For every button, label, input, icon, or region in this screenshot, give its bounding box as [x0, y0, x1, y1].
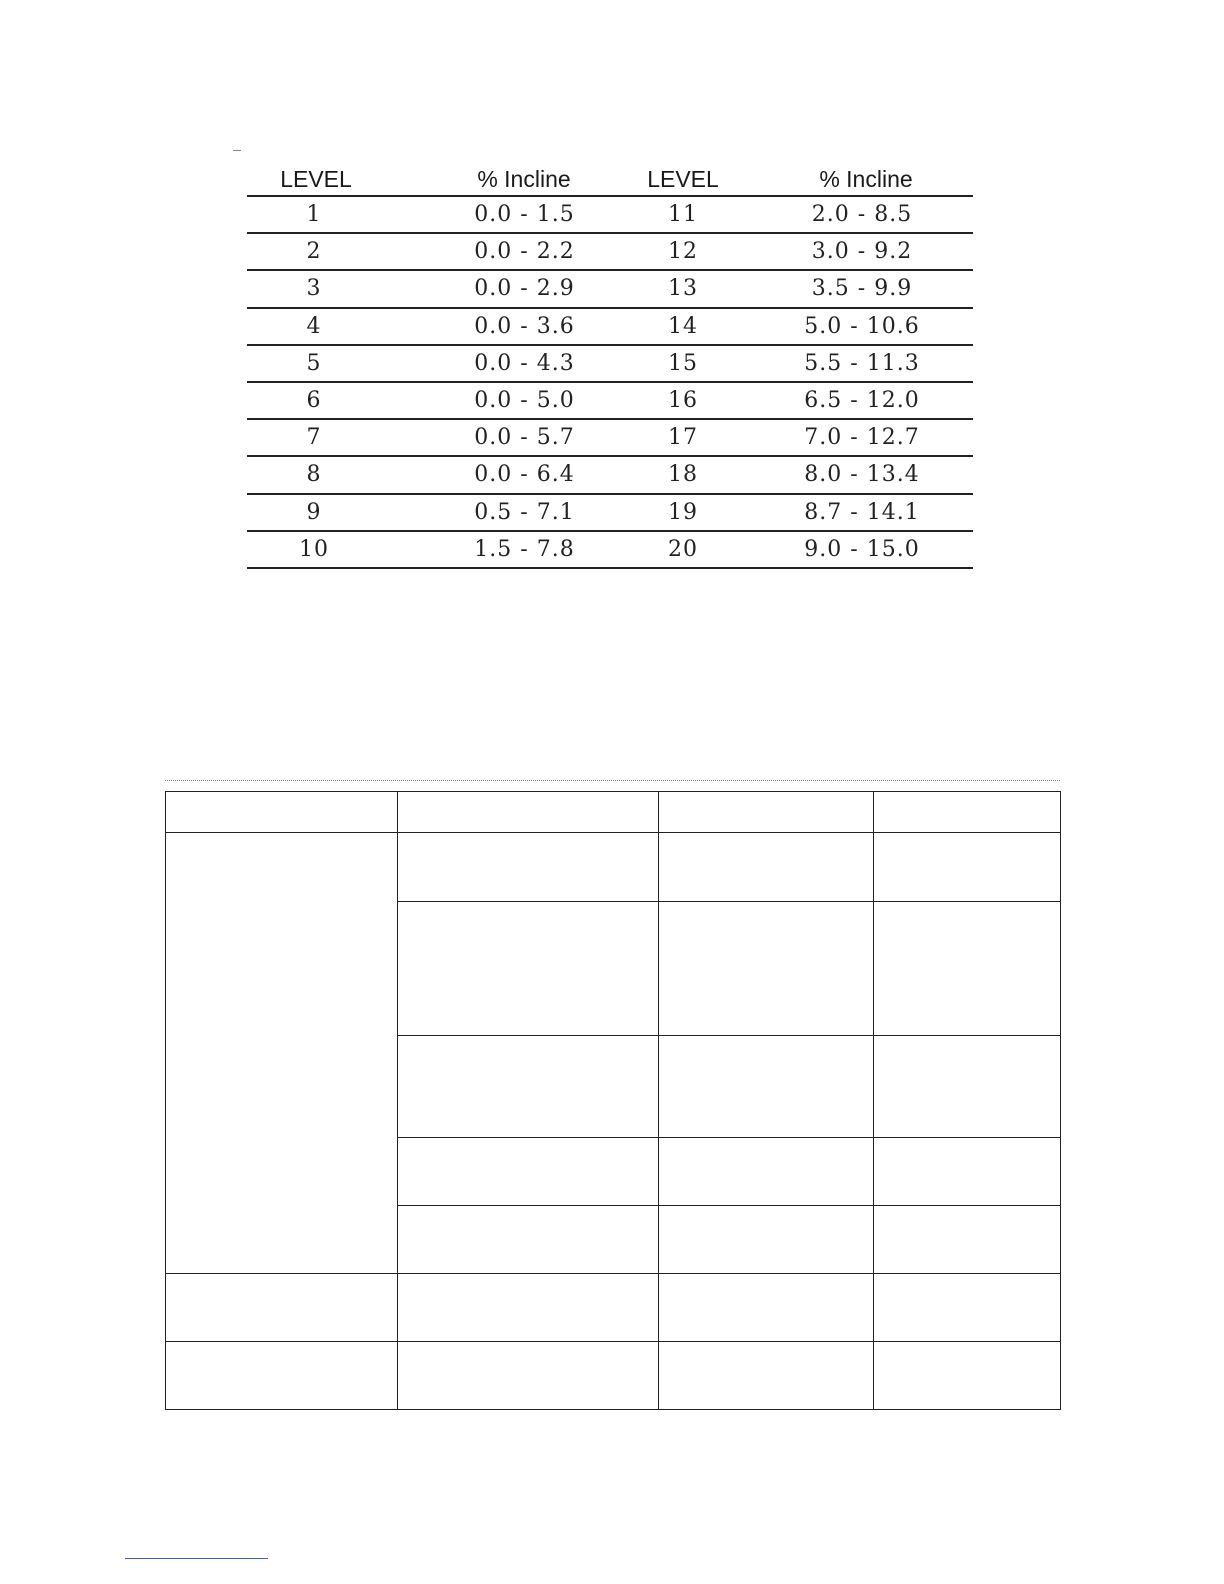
grid-cell	[874, 833, 1061, 902]
grid-cell	[874, 1138, 1061, 1206]
grid-cell	[874, 792, 1061, 833]
incline-range-cell: 1.5 - 7.8	[474, 536, 575, 562]
level-cell: 19	[668, 499, 698, 525]
grid-row	[166, 1274, 1061, 1342]
grid-cell	[874, 1206, 1061, 1274]
level-cell: 4	[306, 313, 322, 339]
grid-cell	[398, 833, 659, 902]
incline-table-row	[247, 383, 973, 420]
incline-table-row	[247, 457, 973, 494]
incline-range-cell: 0.0 - 5.0	[474, 388, 575, 414]
empty-grid-table	[165, 791, 1061, 1410]
grid-cell	[659, 1036, 874, 1138]
incline-range-cell: 8.7 - 14.1	[804, 499, 920, 525]
incline-range-cell: 5.0 - 10.6	[804, 313, 920, 339]
level-cell: 8	[306, 462, 322, 488]
grid-cell	[659, 1206, 874, 1274]
grid-merged-cell	[166, 833, 398, 1274]
incline-range-cell: 0.0 - 5.7	[474, 425, 575, 451]
incline-table-row	[247, 234, 973, 271]
incline-range-cell: 6.5 - 12.0	[804, 388, 920, 414]
level-cell: 15	[668, 350, 698, 376]
incline-range-cell: 2.0 - 8.5	[811, 202, 913, 228]
incline-range-cell: 9.0 - 15.0	[804, 536, 920, 562]
incline-table-row	[247, 532, 973, 569]
level-cell: 13	[668, 276, 698, 302]
incline-range-cell: 0.0 - 6.4	[474, 462, 575, 488]
grid-cell	[659, 902, 874, 1036]
footnote-separator	[125, 1558, 268, 1559]
incline-table-row	[247, 420, 973, 457]
grid-cell	[398, 902, 659, 1036]
incline-table-row	[247, 495, 973, 532]
incline-range-cell: 0.5 - 7.1	[474, 499, 575, 525]
incline-range-cell: 3.5 - 9.9	[811, 276, 913, 302]
grid-cell	[398, 1274, 659, 1342]
incline-table-row	[247, 197, 973, 234]
incline-range-cell: 7.0 - 12.7	[804, 425, 920, 451]
grid-cell	[659, 833, 874, 902]
grid-cell	[659, 1274, 874, 1342]
incline-table-row	[247, 346, 973, 383]
incline-range-cell: 3.0 - 9.2	[811, 239, 913, 265]
incline-range-cell: 0.0 - 2.9	[474, 276, 575, 302]
incline-table-row	[247, 271, 973, 308]
incline-range-cell: 0.0 - 2.2	[474, 239, 575, 265]
level-cell: 11	[668, 202, 698, 228]
grid-row	[166, 1342, 1061, 1410]
grid-cell	[874, 902, 1061, 1036]
grid-cell	[874, 1036, 1061, 1138]
level-cell: 3	[306, 276, 322, 302]
level-cell: 7	[306, 425, 322, 451]
grid-cell	[398, 792, 659, 833]
level-cell: 18	[668, 462, 698, 488]
level-cell: 16	[668, 388, 698, 414]
incline-range-cell: 0.0 - 3.6	[474, 313, 575, 339]
grid-cell	[659, 1342, 874, 1410]
incline-range-cell: 0.0 - 1.5	[474, 202, 575, 228]
grid-cell	[398, 1342, 659, 1410]
grid-cell	[166, 1342, 398, 1410]
header-level-left: LEVEL	[280, 166, 352, 192]
incline-range-cell: 5.5 - 11.3	[804, 350, 920, 376]
grid-cell	[398, 1206, 659, 1274]
grid-cell	[166, 1274, 398, 1342]
incline-level-table	[247, 164, 973, 569]
grid-cell	[659, 792, 874, 833]
level-cell: 14	[668, 313, 698, 339]
stray-mark	[233, 150, 241, 151]
level-cell: 5	[306, 350, 322, 376]
dotted-separator	[165, 780, 1060, 781]
header-level-right: LEVEL	[647, 166, 719, 192]
incline-range-cell: 0.0 - 4.3	[474, 350, 575, 376]
level-cell: 6	[306, 388, 322, 414]
grid-header-row	[166, 792, 1061, 833]
level-cell: 20	[668, 536, 698, 562]
grid-cell	[874, 1274, 1061, 1342]
incline-table-body	[247, 197, 973, 569]
grid-cell	[398, 1138, 659, 1206]
level-cell: 17	[668, 425, 698, 451]
grid-row	[166, 833, 1061, 902]
header-incline-right: % Incline	[819, 166, 913, 192]
incline-table-header	[247, 164, 973, 197]
level-cell: 12	[668, 239, 698, 265]
level-cell: 2	[306, 239, 322, 265]
grid-cell	[874, 1342, 1061, 1410]
grid-cell	[398, 1036, 659, 1138]
incline-table-row	[247, 309, 973, 346]
incline-range-cell: 8.0 - 13.4	[804, 462, 920, 488]
level-cell: 9	[306, 499, 322, 525]
level-cell: 1	[306, 202, 322, 228]
grid-cell	[659, 1138, 874, 1206]
level-cell: 10	[299, 536, 329, 562]
grid-cell	[166, 792, 398, 833]
header-incline-left: % Incline	[477, 166, 571, 192]
